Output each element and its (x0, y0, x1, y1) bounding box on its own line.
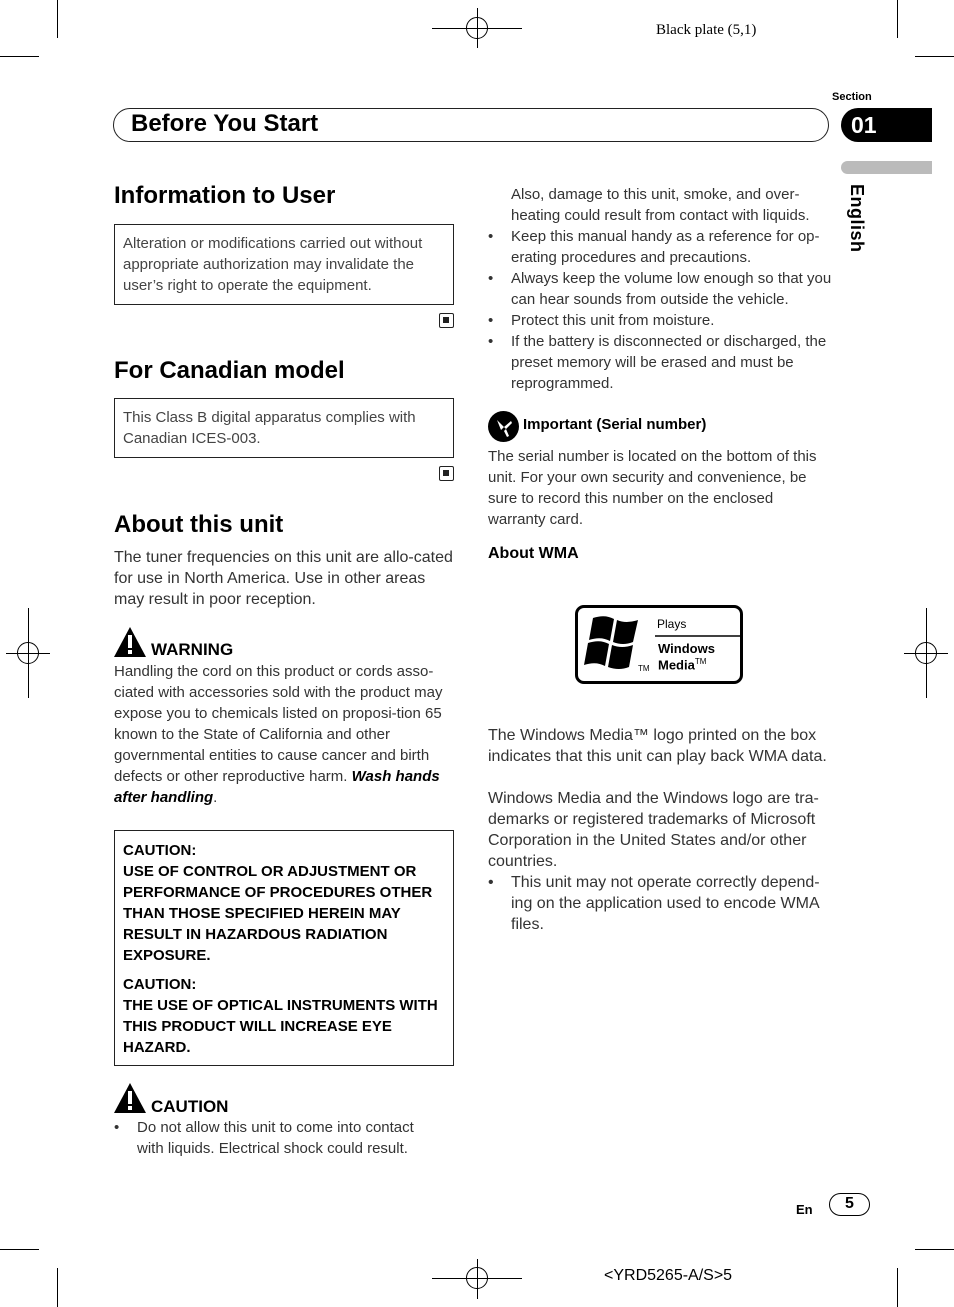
windows-media-logo (575, 605, 743, 684)
logo-media (658, 657, 706, 672)
logo-windows: Windows (658, 641, 715, 656)
section-label: Section (832, 91, 872, 103)
caution-list (114, 1117, 444, 1159)
caution-block-1-label: CAUTION: (123, 842, 197, 859)
canadian-heading: For Canadian model (114, 357, 345, 384)
logo-media-word: Media (658, 657, 695, 673)
warning-emphasis: Wash hands after handling (114, 768, 440, 806)
section-title: Before You Start (131, 110, 319, 137)
plate-label: Black plate (5,1) (656, 22, 757, 38)
wma-text-1: The Windows Media™ logo printed on the box indicates that this unit can play back WMA data. (488, 727, 827, 765)
language-tab: English (847, 184, 867, 253)
list-item: • Protect this unit from moisture. (488, 310, 833, 331)
liquid-continued-text: Also, damage to this unit, smoke, and over-heating could result from contact with liquids. (511, 186, 810, 224)
laser-caution-box (114, 830, 454, 1066)
logo-plays: Plays (657, 617, 687, 631)
section-number: 01 (841, 108, 932, 142)
important-heading: Important (Serial number) (523, 416, 707, 433)
important-icon (488, 411, 519, 442)
page-number: 5 (829, 1193, 870, 1216)
list-item: • Keep this manual handy as a reference for op-erating procedures and precautions. (488, 226, 833, 268)
language-tab-bar (841, 161, 932, 174)
wma-heading: About WMA (488, 545, 579, 562)
canadian-box: This Class B digital apparatus complies with Canadian ICES-003. (114, 398, 454, 458)
logo-flag-tm: TM (638, 664, 650, 673)
caution-icon (113, 1082, 147, 1114)
about-text: The tuner frequencies on this unit are allo-cated for use in North America. Use in other areas may result in poor reception. (114, 549, 453, 608)
important-text: The serial number is located on the bottom of this unit. For your own security and convenience, be sure to record this number on the enclosed warranty card. (488, 448, 817, 528)
precaution-list (488, 226, 833, 394)
end-mark-icon (439, 466, 454, 481)
wma-text-2: Windows Media and the Windows logo are tra-demarks or registered trademarks of Microsoft Corporation in the United States and/or other countries. (488, 790, 819, 870)
page-language: En (796, 1202, 813, 1217)
about-heading: About this unit (114, 511, 284, 538)
caution-block-2-label: CAUTION: (123, 976, 197, 993)
list-item: • If the battery is disconnected or discharged, the preset memory will be erased and must be reprogrammed. (488, 331, 833, 394)
warning-paragraph (114, 661, 454, 808)
warning-label: WARNING (151, 640, 234, 659)
logo-media-tm: TM (694, 657, 707, 666)
warning-icon (113, 626, 147, 658)
list-item: • This unit may not operate correctly depend-ing on the application used to encode WMA files. (488, 872, 833, 935)
document-code: <YRD5265-A/S>5 (604, 1267, 733, 1284)
warning-end: . (213, 789, 218, 806)
caution-label: CAUTION (151, 1097, 229, 1116)
info-box: Alteration or modifications carried out without appropriate authorization may invalidate the user’s right to operate the equipment. (114, 224, 454, 305)
wma-list (488, 872, 833, 935)
caution-block-1 (123, 840, 445, 966)
caution-block-2 (123, 974, 445, 1058)
caution-block-2-text: THE USE OF OPTICAL INSTRUMENTS WITH THIS PRODUCT WILL INCREASE EYE HAZARD. (123, 997, 438, 1056)
info-heading: Information to User (114, 182, 336, 209)
list-item: • Always keep the volume low enough so that you can hear sounds from outside the vehicle. (488, 268, 833, 310)
end-mark-icon (439, 313, 454, 328)
caution-block-1-text: USE OF CONTROL OR ADJUSTMENT OR PERFORMANCE OF PROCEDURES OTHER THAN THOSE SPECIFIED HEREIN MAY RESULT IN HAZARDOUS RADIATION EXPOSURE. (123, 863, 433, 964)
list-item: • Do not allow this unit to come into contact with liquids. Electrical shock could result. (114, 1117, 444, 1159)
warning-text: Handling the cord on this product or cords asso-ciated with accessories sold with the product may expose you to chemicals listed on proposi-tion 65 known to the State of California and other governmental entities to cause cancer and birth defects or other reproductive harm. (114, 663, 443, 785)
